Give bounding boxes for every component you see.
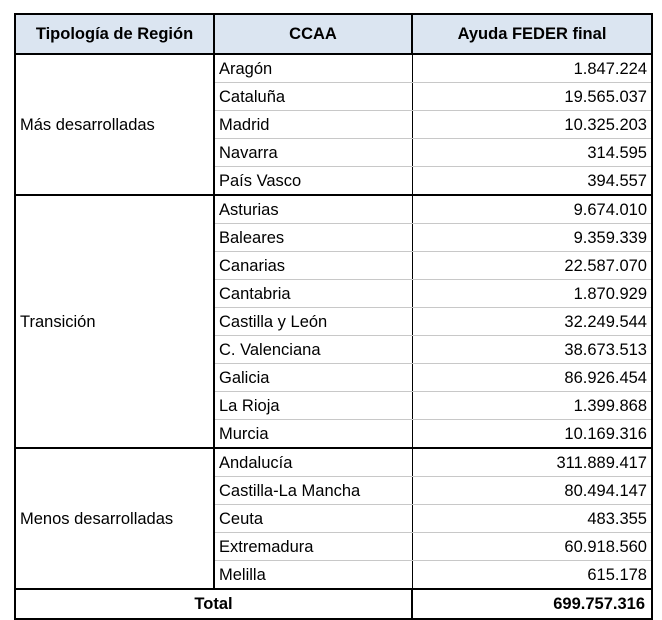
ccaa-cell: Navarra bbox=[214, 139, 412, 167]
table-row bbox=[15, 195, 652, 224]
total-label: Total bbox=[15, 589, 412, 619]
ccaa-cell: Galicia bbox=[214, 364, 412, 392]
region-cell: Transición bbox=[15, 195, 214, 448]
value-cell: 60.918.560 bbox=[412, 533, 652, 561]
ccaa-cell: Melilla bbox=[214, 561, 412, 590]
value-cell: 86.926.454 bbox=[412, 364, 652, 392]
region-cell: Menos desarrolladas bbox=[15, 448, 214, 589]
ccaa-cell: Baleares bbox=[214, 224, 412, 252]
value-cell: 1.847.224 bbox=[412, 54, 652, 83]
value-cell: 9.674.010 bbox=[412, 195, 652, 224]
total-value: 699.757.316 bbox=[412, 589, 652, 619]
value-cell: 22.587.070 bbox=[412, 252, 652, 280]
value-cell: 1.399.868 bbox=[412, 392, 652, 420]
ccaa-cell: Extremadura bbox=[214, 533, 412, 561]
value-cell: 483.355 bbox=[412, 505, 652, 533]
total-row bbox=[15, 589, 652, 619]
value-cell: 32.249.544 bbox=[412, 308, 652, 336]
ccaa-cell: Cataluña bbox=[214, 83, 412, 111]
feder-table bbox=[14, 13, 653, 620]
ccaa-cell: La Rioja bbox=[214, 392, 412, 420]
value-cell: 38.673.513 bbox=[412, 336, 652, 364]
value-cell: 10.325.203 bbox=[412, 111, 652, 139]
ccaa-cell: Andalucía bbox=[214, 448, 412, 477]
ccaa-cell: Asturias bbox=[214, 195, 412, 224]
ccaa-cell: Cantabria bbox=[214, 280, 412, 308]
ccaa-cell: Madrid bbox=[214, 111, 412, 139]
value-cell: 314.595 bbox=[412, 139, 652, 167]
table-row bbox=[15, 54, 652, 83]
header-row bbox=[15, 14, 652, 54]
value-cell: 394.557 bbox=[412, 167, 652, 196]
header-ayuda: Ayuda FEDER final bbox=[412, 14, 652, 54]
table-body bbox=[15, 54, 652, 589]
ccaa-cell: Castilla y León bbox=[214, 308, 412, 336]
ccaa-cell: Murcia bbox=[214, 420, 412, 449]
ccaa-cell: Aragón bbox=[214, 54, 412, 83]
header-tipologia: Tipología de Región bbox=[15, 14, 214, 54]
value-cell: 80.494.147 bbox=[412, 477, 652, 505]
region-cell: Más desarrolladas bbox=[15, 54, 214, 195]
ccaa-cell: Canarias bbox=[214, 252, 412, 280]
ccaa-cell: Castilla-La Mancha bbox=[214, 477, 412, 505]
value-cell: 1.870.929 bbox=[412, 280, 652, 308]
header-ccaa: CCAA bbox=[214, 14, 412, 54]
value-cell: 10.169.316 bbox=[412, 420, 652, 449]
value-cell: 615.178 bbox=[412, 561, 652, 590]
ccaa-cell: País Vasco bbox=[214, 167, 412, 196]
value-cell: 19.565.037 bbox=[412, 83, 652, 111]
table-row bbox=[15, 448, 652, 477]
ccaa-cell: Ceuta bbox=[214, 505, 412, 533]
ccaa-cell: C. Valenciana bbox=[214, 336, 412, 364]
value-cell: 9.359.339 bbox=[412, 224, 652, 252]
value-cell: 311.889.417 bbox=[412, 448, 652, 477]
